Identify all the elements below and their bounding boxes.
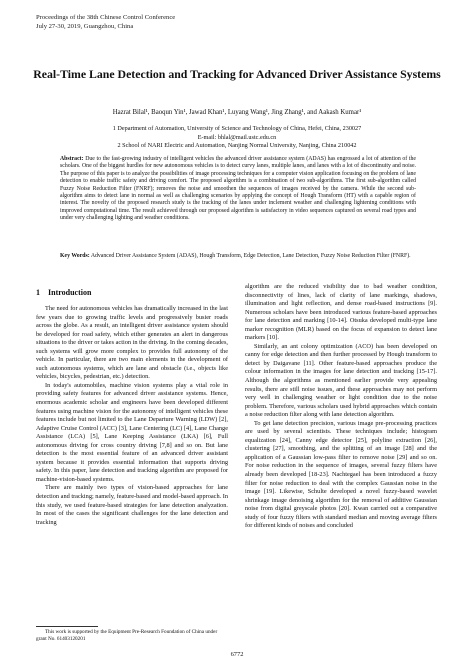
keywords-label: Key Words: — [60, 253, 90, 259]
paragraph: algorithm are the reduced visibility due to bad weather condition, disconnectivity of lines, lack of clarity of lane markings, shadows, illumination and light reflection, and dense road-based instructions [9]. Numerous scholars have been introduced various feature-based approaches for lane detection and marking [10-14]. Otsuka developed multi-type lane marker recognition (MLR) based on the focus of expansion to detect lane markers [10]. — [245, 283, 437, 342]
proceedings-name: Proceedings of the 38th Chinese Control Conference — [36, 14, 176, 21]
left-column — [36, 288, 228, 608]
paragraph: Similarly, an ant colony optimization (ACO) has been developed on canny for edge detection and then further processed by Hough transform to detect by Daigavane [11]. Other feature-based approaches produce the colour information in the images for lane detection and tracking [15-17]. Although the algorithms as mentioned earlier provide very appealing results, there are still noise issues, and these approaches may not perform very well in challenging weather or light condition due to the noise problem. Therefore, various scholars used hybrid approaches which contain a noise reduction filter along with lane detection algorithm. — [245, 342, 437, 419]
proceedings-header — [36, 13, 175, 31]
right-column — [245, 283, 437, 617]
keywords-text: Advanced Driver Assistance System (ADAS), Hough Transform, Edge Detection, Lane Detection, Fuzzy Noise Reduction Filter (FNRF). — [90, 253, 411, 259]
keywords — [60, 253, 416, 260]
footnote-divider — [36, 626, 98, 627]
author-list: Hazrat Bilal¹, Baoqun Yin¹, Jawad Khan¹, Luyang Wang¹, Jing Zhang¹, and Aakash Kumar¹ — [112, 109, 362, 116]
abstract — [60, 156, 416, 223]
paper-title: Real-Time Lane Detection and Tracking for Advanced Driver Assistance Systems — [33, 67, 441, 81]
paragraph: In today's automobiles, machine vision systems play a vital role in providing safety features for advanced driver assistance systems. Hence, enormous academic scholar and engineers have been developed different features using machine vision for the autonomy of intelligent vehicles these features include but not limited to the Lane Departure Warning (LDW) [2], Adaptive Cruise Control (ACC) [3], Lane Centering (LC) [4], Lane Change Assistance (LCA) [5], Lane Keeping Assistance (LKA) [6], Full autonomous driving for cross country driving [7,8] and so on. But lane detection is the most essential feature of an advanced driver assistant system because it provides essential information that supports driving safety. In this paper, lane detection and tracking algorithm are proposed for machine-vision-based systems. — [36, 381, 228, 483]
affiliations — [30, 125, 444, 151]
affiliation-2: 2 School of NARI Electric and Automation, Nanjing Normal University, Nanjing, China 210042 — [117, 142, 357, 150]
abstract-label: Abstract: — [60, 156, 84, 162]
section-number: 1 — [36, 288, 40, 297]
paragraph: To get lane detection precision, various image pre-processing practices are used by several scientists. These techniques include; histogram equalization [24], Canny edge detector [25], polyline extraction [26], clustering [27], smoothing, and the splitting of an image [28] and the application of a Gaussian low-pass filter to remove noise [29] and so on. For noise reduction in the sequence of images, several fuzzy filters have already been developed [18-23]. Nachtegael has been introduced a fuzzy filter for noise reduction to deal with the complex Gaussian noise in the image [19]. Likewise, Schulte developed a novel fuzzy-based wavelet shrinkage image denoising algorithm for the removal of additive Gaussian noise from digital greyscale photos [20]. Kwan carried out a comparative study of four fuzzy filters with standard median and moving average filters for different kinds of noises and concluded — [245, 419, 437, 530]
page-number: 6772 — [230, 651, 244, 658]
section-title: Introduction — [48, 288, 92, 297]
email: E-mail: bhlal@mail.ustc.edu.cn — [197, 133, 277, 141]
abstract-text: Due to the fast-growing industry of intelligent vehicles the advanced driver assistance system (ADAS) has engrossed a lot of attention of the scholars. One of the biggest hurdles for new autonomous vehicles is to detect curvy lanes, multiple lanes, and lanes with a lot of discontinuity and noise. The purpose of this paper is to analyze the possibilities of image processing techniques for a computer vision application focusing on the problem of lane detection to enable traffic safety and driving comfort. The proposed algorithm is a combination of two sub-algorithms. The first sub-algorithm called Fuzzy Noise Reduction Filter (FNRF); removes the noise and smoothen the sequences of images received by the camera. While the second sub-algorithm aims to detect lane in normal as well as challenging scenarios by applying the concept of Hough Transform (HT) with a capable region of interest. The novelty of the proposed research study is the tracking of the lanes under inclement weather and challenging lightening conditions with improved computational time. The result achieved through our proposed algorithm is satisfactory in video sequences captured on several road types and under very challenging lighting and weather conditions. — [60, 156, 416, 222]
paragraph: There are mainly two types of vision-based approaches for lane detection and tracking; namely, feature-based and model-based approach. In this study, we used feature-based strategies for lane detection analyzation. In most of the cases the significant challenges for the lane detection and tracking — [36, 484, 228, 526]
affiliation-1: 1 Department of Automation, University of Science and Technology of China, Hefei, China, 230027 — [112, 125, 362, 132]
paragraph: The need for autonomous vehicles has dramatically increased in the last few years due to growing traffic levels and progressively busier roads across the globe. As a result, an intelligent driver assistance system should be developed for road safety, which either generates an alert in dangerous situations to the driver or takes action in the driving. In the coming decades, such systems will grow more complex to provides full autonomy of the vehicle. In particular, there are two main elements in the development of such autonomous systems, which are lane and obstacle (i.e., objects like vehicles, bicycles, pedestrian, etc.) detection. — [36, 305, 228, 381]
footnote: This work is supported by the Equipment Pre-Research Foundation of China under grant No. 61403120201 — [36, 629, 218, 642]
proceedings-date-location: July 27-30, 2019, Guangzhou, China — [36, 23, 134, 30]
section-heading — [36, 288, 228, 298]
